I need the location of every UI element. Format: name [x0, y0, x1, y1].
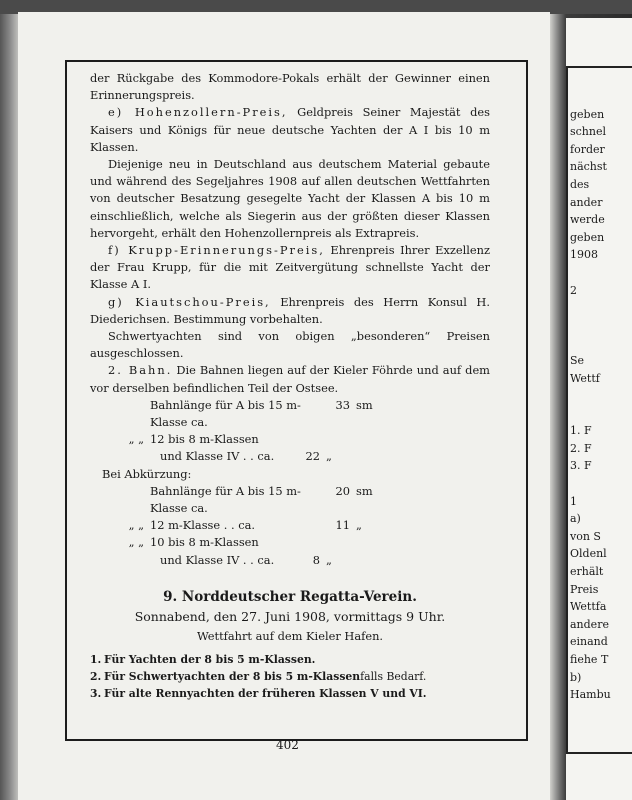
right-page-line: forder: [570, 142, 605, 156]
prize-e-text: Geldpreis Seiner Majestät des Kaisers und Königs für neue deutsche Yachten der A I bis 10 m Klassen.: [90, 105, 490, 154]
right-page-line: 1. F: [570, 424, 592, 438]
race-suffix: falls Bedarf.: [360, 669, 427, 683]
prize-f-text: Ehrenpreis Ihrer Exzellenz der Frau Krupp, für die mit Zeitvergütung schnellste Yacht der Klasse A I.: [90, 243, 490, 292]
right-page-line: [570, 405, 611, 423]
track-unit: „: [326, 552, 332, 567]
track-desc: Bahnlänge für A bis 15 m-Klasse ca.: [150, 397, 301, 430]
centerboard-note: Schwertyachten sind von obigen „besonderen“ Preisen ausgeschlossen.: [90, 329, 490, 361]
right-page-line: [570, 88, 611, 106]
right-page-line: fiehe T: [570, 653, 609, 666]
prize-g-label: g) Kiautschou-Preis,: [108, 294, 271, 309]
section-date: Sonnabend, den 27. Juni 1908, vormittags 9 Uhr.: [134, 608, 446, 624]
course-label: 2. Bahn.: [108, 363, 173, 378]
section-heading: 9. Norddeutscher Regatta-Verein.: [163, 588, 417, 605]
race-text: Für alte Rennyachten der früheren Klassen V und VI.: [104, 686, 427, 700]
track-value: 20: [335, 483, 350, 498]
ditto-mark: [120, 397, 150, 431]
track-row: [120, 517, 490, 534]
right-page-line: 1908: [570, 248, 598, 262]
right-page-line: einand: [570, 635, 608, 649]
race-text: Für Yachten der 8 bis 5 m-Klassen.: [104, 652, 316, 666]
abbrev-label: Bei Abkürzung:: [102, 466, 192, 481]
race-number: 3.: [90, 686, 102, 700]
track-row: [120, 483, 490, 517]
track-desc: Bahnlänge für A bis 15 m-Klasse ca.: [150, 483, 301, 516]
right-page-line: Oldenl: [570, 547, 607, 561]
right-page-line: ander: [570, 195, 603, 209]
race-number: 2.: [90, 669, 102, 683]
right-page-line: 2. F: [570, 441, 592, 455]
right-page-line: 1: [570, 494, 577, 508]
track-row: [120, 397, 490, 431]
track-value: 22: [305, 449, 320, 464]
right-page-line: nächst: [570, 160, 607, 174]
right-page-line: geben: [570, 107, 605, 121]
right-page-line: [570, 299, 611, 317]
right-page-line: 3. F: [570, 459, 592, 473]
page-number: 402: [276, 738, 299, 752]
right-page-line: von S: [570, 529, 601, 543]
right-page-line: werde: [570, 213, 605, 227]
prize-f-paragraph: [90, 242, 490, 294]
right-page-line: schnel: [570, 125, 607, 139]
track-unit: sm: [356, 483, 373, 498]
right-page-line: [570, 387, 611, 405]
track-value: [310, 534, 350, 551]
right-page-text: [570, 88, 611, 704]
track-desc: und Klasse IV . . ca.: [160, 449, 275, 464]
track-unit: sm: [356, 397, 373, 412]
prize-e-paragraph: [90, 104, 490, 156]
right-page-line: [570, 334, 611, 352]
track-row: [120, 448, 490, 465]
track-lengths-table: [90, 397, 490, 466]
track-row: [120, 552, 490, 569]
right-page-line: 2: [570, 283, 577, 297]
course-text: Die Bahnen liegen auf der Kieler Föhrde und auf dem vor derselben befindlichen Teil der Ostsee.: [90, 363, 490, 395]
track-desc: 12 m-Klasse . . ca.: [150, 518, 256, 533]
race-item: [90, 668, 490, 685]
track-desc: 12 bis 8 m-Klassen: [150, 432, 259, 447]
race-text: Für Schwertyachten der 8 bis 5 m-Klassen: [104, 669, 361, 683]
ditto-mark: [120, 483, 150, 517]
ditto-mark: „ „: [128, 432, 144, 447]
right-page-line: b): [570, 670, 582, 684]
right-page-line: erhält: [570, 565, 604, 579]
right-page-line: des: [570, 177, 590, 191]
ditto-mark: „ „: [128, 535, 144, 550]
track-desc: 10 bis 8 m-Klassen: [150, 535, 259, 550]
track-value: [310, 431, 350, 448]
ditto-mark: „ „: [128, 518, 144, 533]
right-page-line: Wettf: [570, 371, 600, 385]
track-row: [120, 431, 490, 448]
right-page-line: Wettfa: [570, 600, 607, 614]
track-lengths-short-table: [90, 483, 490, 569]
prize-f-label: f) Krupp-Erinnerungs-Preis,: [108, 243, 325, 258]
right-page-line: Preis: [570, 582, 599, 596]
right-page-line: [570, 264, 611, 282]
track-unit: „: [356, 518, 362, 533]
track-value: 11: [335, 518, 350, 533]
right-page-line: a): [570, 512, 581, 526]
track-unit: „: [326, 449, 332, 464]
course-paragraph: [90, 362, 490, 396]
race-item: [90, 651, 490, 668]
right-page-line: geben: [570, 230, 605, 244]
track-unit: [350, 431, 376, 448]
right-page-line: [570, 475, 611, 493]
prize-e-detail: Diejenige neu in Deutschland aus deutschem Material gebaute und während des Segeljahres 1908 auf allen deutschen Wettfahrten von deutscher Besatzung gesegelte Yacht der Klassen A bis 10 m einschließlich, welche als Siegerin aus der größten dieser Klassen hervorgeht, erhält den Hohenzollernpreis als Extrapreis.: [90, 157, 490, 240]
track-value: 33: [335, 397, 350, 412]
right-page-line: Se: [570, 353, 585, 367]
left-page-content: [90, 70, 490, 702]
prize-g-paragraph: [90, 294, 490, 328]
race-number: 1.: [90, 652, 102, 666]
intro-paragraph: der Rückgabe des Kommodore-Pokals erhält der Gewinner einen Erinnerungspreis.: [90, 71, 490, 103]
section-subheading: Wettfahrt auf dem Kieler Hafen.: [196, 628, 384, 643]
prize-g-text: Ehrenpreis des Herrn Konsul H. Diederichsen. Bestimmung vorbehalten.: [90, 294, 490, 326]
track-row: [120, 534, 490, 551]
track-unit: [350, 534, 376, 551]
right-page-line: Hambu: [570, 688, 611, 702]
race-list: [90, 651, 490, 702]
track-value: 8: [312, 552, 320, 567]
prize-e-label: e) Hohenzollern-Preis,: [108, 105, 288, 120]
right-page-line: andere: [570, 617, 609, 631]
right-page-line: [570, 317, 611, 335]
track-desc: und Klasse IV . . ca.: [160, 552, 275, 567]
race-item: [90, 685, 490, 702]
right-page-fragment: [566, 18, 632, 800]
